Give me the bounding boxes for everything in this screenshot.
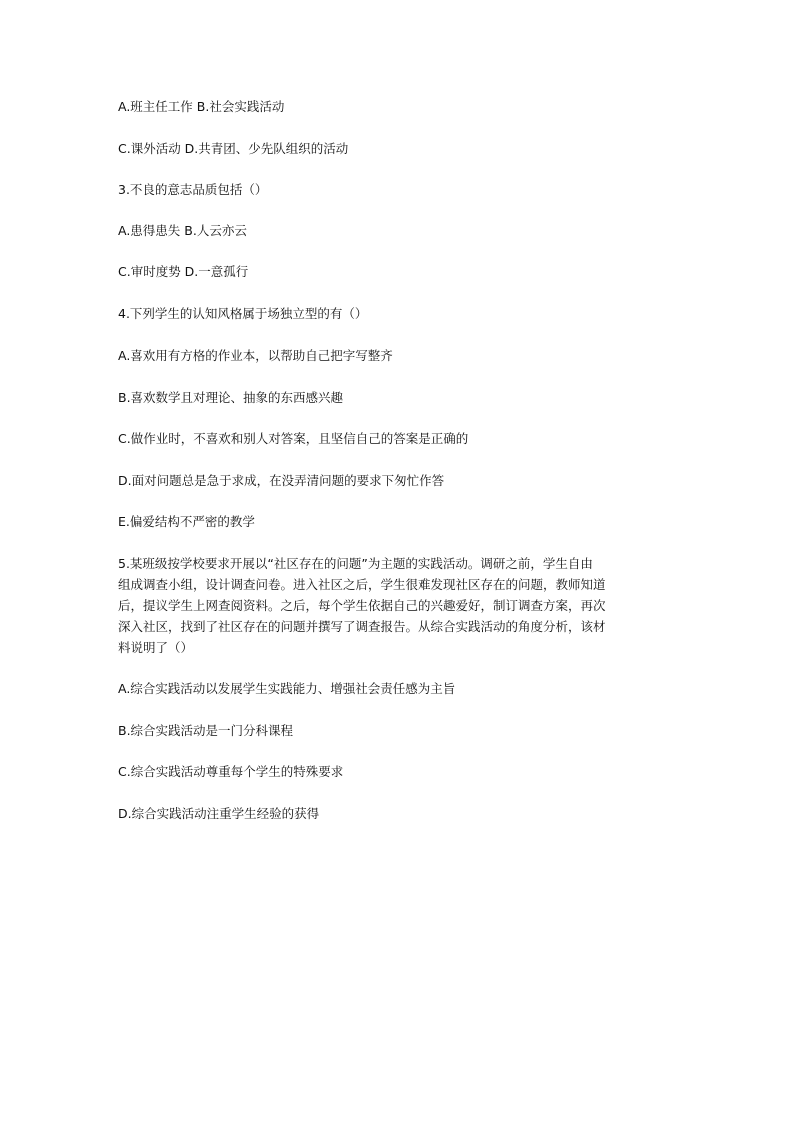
q5-stem-line-1: 5.某班级按学校要求开展以“社区存在的问题”为主题的实践活动。调研之前，学生自由 xyxy=(118,556,593,571)
q2-options-cd: C.课外活动 D.共青团、少先队组织的活动 xyxy=(118,141,349,156)
q5-stem-line-2: 组成调查小组，设计调查问卷。进入社区之后，学生很难发现社区存在的问题，教师知道 xyxy=(118,577,606,592)
q4-stem: 4.下列学生的认知风格属于场独立型的有（） xyxy=(118,306,368,321)
q3-stem: 3.不良的意志品质包括（） xyxy=(118,182,268,197)
q4-option-a: A.喜欢用有方格的作业本，以帮助自己把字写整齐 xyxy=(118,348,393,363)
q3-options-ab: A.患得患失 B.人云亦云 xyxy=(118,223,247,238)
q5-option-c: C.综合实践活动尊重每个学生的特殊要求 xyxy=(118,764,344,779)
q4-option-d: D.面对问题总是急于求成，在没弄清问题的要求下匆忙作答 xyxy=(118,473,445,488)
q5-stem-line-3: 后，提议学生上网查阅资料。之后，每个学生依据自己的兴趣爱好，制订调查方案，再次 xyxy=(118,598,606,613)
q5-stem-line-5: 料说明了（） xyxy=(118,640,194,655)
q2-options-ab: A.班主任工作 B.社会实践活动 xyxy=(118,99,285,114)
q5-option-a: A.综合实践活动以发展学生实践能力、增强社会责任感为主旨 xyxy=(118,681,456,696)
q4-option-c: C.做作业时，不喜欢和别人对答案，且坚信自己的答案是正确的 xyxy=(118,431,469,446)
q4-option-e: E.偏爱结构不严密的教学 xyxy=(118,514,255,529)
q5-option-d: D.综合实践活动注重学生经验的获得 xyxy=(118,806,320,821)
q5-stem-line-4: 深入社区，找到了社区存在的问题并撰写了调查报告。从综合实践活动的角度分析，该材 xyxy=(118,619,606,634)
q5-option-b: B.综合实践活动是一门分科课程 xyxy=(118,723,294,738)
q4-option-b: B.喜欢数学且对理论、抽象的东西感兴趣 xyxy=(118,390,344,405)
q3-options-cd: C.审时度势 D.一意孤行 xyxy=(118,264,249,279)
